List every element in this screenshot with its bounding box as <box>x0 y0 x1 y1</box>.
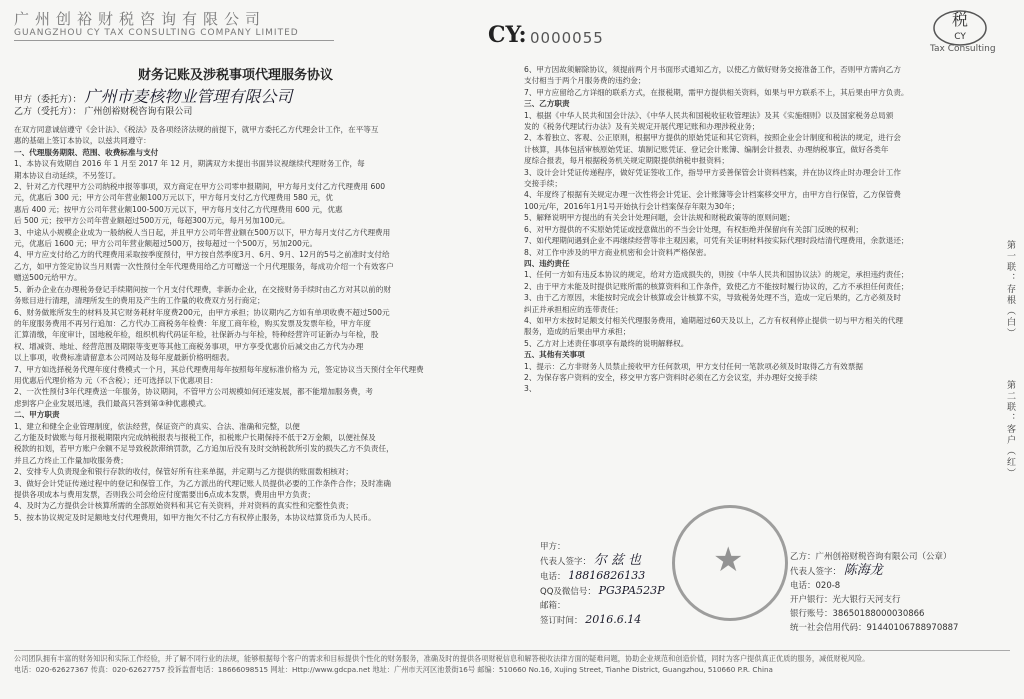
sig-a-label: 甲方： <box>540 542 566 552</box>
right-line: 4、如甲方未按时足额支付相关代理服务费用，逾期超过60天及以上，乙方有权利停止提供一切与甲方相关的代理 <box>524 315 903 325</box>
left-line: 务账目进行清理，清理所发生的费用及产生的工作量的收费双方另行商定； <box>14 296 265 306</box>
left-line: 二、甲方职责 <box>14 410 60 420</box>
company-seal <box>672 505 788 621</box>
sig-a-rep-label: 代表人签字： <box>540 557 592 567</box>
right-line: 3、由于乙方原因，未能按时完成会计核算或会计核算不实，导致税务处理不当，造成一定后果的，乙方必须及时 <box>524 293 901 303</box>
right-line: 7、如代理期间遇到企业不再继续经营等非主观因素，可凭有关证明材料按实际代理时段结清代理费用，余款退还； <box>524 236 909 246</box>
left-line: 汇算清缴，年度审计，国地税年检，组织机构代码证年检，社保新办与年检，特种经营许可证新办与年检，股 <box>14 330 379 340</box>
sig-a-phone-value: 18816826133 <box>568 569 646 582</box>
right-line: 2、为保存客户资料的安全，移交甲方客户资料时必须在乙方会议室，并办理好交接手续 <box>524 372 818 382</box>
right-line: 2、由于甲方未能及时提供记账所需的核算资料和工作条件，致使乙方不能按时履行协议的，乙方不承担任何责任； <box>524 281 909 291</box>
right-line: 4、年度终了根据有关规定办理一次性将会计凭证、会计账簿等会计档案移交甲方，由甲方自行保管，乙方保管费 <box>524 190 901 200</box>
sig-a-email-label: 邮箱： <box>540 601 566 611</box>
sig-a-phone-label: 电话： <box>540 572 566 582</box>
left-line: 赠送500元给甲方。 <box>14 273 82 283</box>
left-line: 元，优惠后 1600 元；甲方公司年营业额超过500万，按每超过一个500万，另加200元。 <box>14 239 318 249</box>
right-line: 2、本着独立、客观、公正原则，根据甲方提供的原始凭证和其它资料，按照企业会计制度和税法的规定，进行会 <box>524 133 901 143</box>
sig-b-label: 乙方：广州创裕财税咨询有限公司（公章） <box>790 552 952 562</box>
party-a-label: 甲方（委托方）： <box>14 95 82 105</box>
header-divider <box>14 40 334 41</box>
logo-cy: CY <box>954 32 966 42</box>
left-line: 用优惠后代理价格为 元（不含税）；还可选择以下优惠项目： <box>14 375 218 385</box>
right-line: 5、解释说明甲方提出的有关会计处理问题，会计法规和财税政策等的原则问题； <box>524 213 795 223</box>
cy-label: CY: <box>488 22 527 48</box>
right-line: 6、对甲方提供的不实原始凭证或授意做出的不当会计处理，有权拒绝并保留向有关部门反映的权利； <box>524 224 863 234</box>
sig-b-phone-label: 电话： <box>790 581 816 591</box>
left-line: 3、中途从小规模企业成为一般纳税人当日起，并且甲方公司年营业额在500万以下，甲方每月支付乙方代理费用 <box>14 227 391 237</box>
left-line: 一、代理服务期限、范围、收费标准与支付 <box>14 147 159 157</box>
right-line: 7、甲方应留给乙方详细的联系方式，在报税期，需甲方提供相关资料，如果与甲方联系不上，其后果由甲方负责。 <box>524 87 909 97</box>
left-line: 惠后 400 元；按甲方公司年营业额100-500万元以下，甲方每月支付乙方代理费用 600 元，优惠 <box>14 204 343 214</box>
right-line: 6、甲方因故须解除协议，须提前两个月书面形式通知乙方，以使乙方做好财务交接准备工作，否则甲方需向乙方 <box>524 65 901 74</box>
tax-consulting-label: Tax Consulting <box>930 44 996 54</box>
left-line: 乙方，如甲方签定协议当月则需一次性预付全年代理费用给乙方可赠送一个月代理服务，每成功介绍一个有效客户 <box>14 261 394 271</box>
sig-a-rep-value: 尔 兹 也 <box>593 553 641 568</box>
party-b-name: 广州创裕财税咨询有限公司 <box>84 107 193 117</box>
left-line: 惠的基础上签订本协议，以兹共同遵守： <box>14 136 151 146</box>
sig-a-date-label: 签订时间： <box>540 616 583 626</box>
left-column <box>14 124 504 523</box>
party-b-line <box>14 106 192 119</box>
sig-b-phone-value: 020-8 <box>815 581 841 591</box>
party-b-signature-block <box>790 550 958 635</box>
right-line: 三、乙方职责 <box>524 99 570 109</box>
right-line: 1、根据《中华人民共和国会计法》、《中华人民共和国税收征收管理法》及其《实施细则》以及国家税务总局颁 <box>524 110 894 120</box>
company-name-en: GUANGZHOU CY TAX CONSULTING COMPANY LIMITED <box>14 28 299 38</box>
left-line: 后 500 元；按甲方公司年营业额超过500万元，每超300万元，每月另加100元。 <box>14 216 290 226</box>
right-line: 交接手续； <box>524 179 562 189</box>
side-label-second: 第二联：客户（红） <box>1005 380 1015 479</box>
left-line: 6、财务做账所发生的材料及其它财务耗材年度费200元，由甲方承担；协议期内乙方如有单项收费不超过500元 <box>14 307 390 317</box>
left-line: 提供各项成本与费用发票，否则我公司会给应付度需要出6点成本发票，费用由甲方负责； <box>14 490 315 499</box>
right-line: 8、对工作中涉及的甲方商业机密和会计资料严格保密。 <box>524 247 712 257</box>
right-line: 3、 <box>524 384 537 394</box>
party-a-signature-block <box>540 540 665 628</box>
left-line: 3、做好会计凭证传递过程中的登记和保管工作，为乙方派出的代理记账人员提供必要的工作条件合作；及时准确 <box>14 478 391 488</box>
sig-b-credit-value: 91440106788970887 <box>866 623 959 633</box>
left-line: 权、增减资、地址、经营范围及期限等变更等其他工商税务事项，甲方享受优惠价后减交由乙方代为办理 <box>14 341 364 351</box>
left-line: 1、本协议有效期自 2016 年 1 月至 2017 年 12 月，期满双方未提出书面异议视继续代理财务工作，每 <box>14 159 365 169</box>
seal-star-icon: ★ <box>713 540 744 580</box>
right-line: 100元/年，2016年1月1号开始执行会计档案保存年限为30年； <box>524 201 740 211</box>
left-line: 以上事项，收费标准请留意本公司网站及每年度最新价格明细表。 <box>14 353 235 363</box>
footer <box>14 650 1010 675</box>
right-line: 发的《税务代理试行办法》及有关规定开展代理记账和办理涉税业务； <box>524 122 760 132</box>
party-a-line <box>14 87 293 107</box>
left-line: 1、建立和健全企业管理制度，依法经营，保证资产的真实、合法、准确和完整，以便 <box>14 421 300 431</box>
left-line: 5、新办企业在办理税务登记手续期间按一个月支付代理费，非新办企业，在交接财务手续时由乙方对其以前的财 <box>14 284 391 294</box>
sig-b-rep-label: 代表人签字： <box>790 567 842 577</box>
right-line: 五、其他有关事项 <box>524 350 585 360</box>
sig-b-account-label: 银行账号： <box>790 609 833 619</box>
right-line: 3、设计会计凭证传递程序，做好凭证签收工作，指导甲方妥善保管会计资料档案，并在协议终止时办理会计工作 <box>524 167 901 177</box>
right-line: 支付相当于两个月服务费的违约金； <box>524 76 646 86</box>
right-line: 1、任何一方如有违反本协议的规定，给对方造成损失的，则按《中华人民共和国协议法》的规定，承担违约责任； <box>524 270 909 280</box>
right-line: 四、违约责任 <box>524 258 570 268</box>
left-line: 乙方能及时做账与每月报税期限内完成纳税报表与报税工作，扣税账户长期保持不低于2万金额，以便社保及 <box>14 432 376 442</box>
sig-b-credit-label: 统一社会信用代码： <box>790 623 867 633</box>
right-line: 5、乙方对上述责任事项享有最终的说明解释权。 <box>524 338 689 348</box>
left-line: 的年度服务费用不再另行追加：乙方代办工商税务年检费：年度工商年检，购买发票及发票年检，甲方年度 <box>14 318 371 328</box>
right-line: 度综合报表，每月根据税务机关规定期限提供纳税申报资料； <box>524 156 730 166</box>
footer-line-2: 电话：020-62627367 传真：020-62627757 投诉监督电话：18666098515 网址：Http://www.gdcpa.net 地址：广州市天河区池景街16号 邮编：510660 No.16, Xujing Street, Tianhe District, Guangzhou, 510660 P.R. China <box>14 665 773 674</box>
party-a-name: 广州市麦核物业管理有限公司 <box>84 87 293 106</box>
side-label-first: 第一联：存根（白） <box>1005 240 1015 339</box>
sig-a-qq-label: QQ及微信号： <box>540 587 596 597</box>
left-line: 2、针对乙方代理甲方公司纳税申报等事项，双方商定在甲方公司零申报期间，甲方每月支付乙方代理费用 600 <box>14 182 386 192</box>
footer-line-1: 公司团队拥有丰富的财务知识和实际工作经验，并了解不同行业的法规，能够根据每个客户的需求和目标提供个性化的财务服务，准确及时的提供各项财税信息和解答税收法律方面的疑难问题，协助企业规范和创造价值，同时为客户提供真正优质的服务，减低财税风险。 <box>14 654 870 663</box>
party-b-label: 乙方（受托方）： <box>14 107 82 117</box>
left-line: 在双方同意诚信遵守《会计法》、《税法》及各项经济法规的前提下，就甲方委托乙方代理会计工作，在平等互 <box>14 125 379 134</box>
company-logo-icon <box>930 6 990 48</box>
logo-glyph: 税 <box>951 10 969 29</box>
right-line: 计核算，具体包括审核原始凭证、填制记账凭证、登记会计账簿、编制会计报表、办理纳税事宜，做好各类年 <box>524 144 889 154</box>
sig-a-date-value: 2016.6.14 <box>585 613 642 626</box>
left-line: 4、甲方应支付给乙方的代理费用采取按季度预付，甲方按自然季度3月、6月、9月、12月的5号之前准时支付给 <box>14 250 390 260</box>
sig-a-qq-value: PG3PA523P <box>598 584 665 597</box>
sig-b-bank: 开户银行：光大银行天河支行 <box>790 595 901 605</box>
left-line: 2、一次性预付3年代理费送一年服务，协议期间，不管甲方公司规模如何还速发展，都不能增加服务费，考 <box>14 387 373 397</box>
left-line: 虑到客户企业发展迅速，我们最高只答到第③种优惠模式。 <box>14 398 211 408</box>
left-line: 4、及时为乙方提供会计核算所需的全部原始资料和其它有关资料，并对资料的真实性和完整性负责； <box>14 501 353 511</box>
left-line: 元，优惠后 300 元；甲方公司年营业额100万元以下，甲方每月支付乙方代理费用 580 元，优 <box>14 193 333 203</box>
company-name-cn: 广州创裕财税咨询有限公司 <box>14 10 267 28</box>
right-line: 纠正并承担相应的连带责任； <box>524 304 623 314</box>
right-line: 1、提示：乙方非财务人员禁止接收甲方任何款项，甲方支付任何一笔款项必须及时取得乙方有效票据 <box>524 361 863 371</box>
left-line: 5、按本协议规定及时足额地支付代理费用，如甲方拖欠不付乙方有权停止服务，本协议结算货币为人民币。 <box>14 512 376 522</box>
sig-b-account-value: 38650188000030866 <box>832 609 925 619</box>
serial-number: 0000055 <box>530 29 604 47</box>
left-line: 税款的扣划，若甲方账户余额不足导致税款滞纳罚款，乙方追加后没有及时交纳税款所引发的损失乙方不负责任， <box>14 444 394 454</box>
document-title: 财务记账及涉税事项代理服务协议 <box>138 68 334 83</box>
left-line: 7、甲方如选择税务代理年度付费模式一个月，其总代理费用每年按照每年度标准价格为 元，签定协议当天预付全年代理费 <box>14 364 424 374</box>
right-line: 服务，造成的后果由甲方承担； <box>524 327 631 337</box>
sig-b-rep-value: 陈海龙 <box>843 563 883 578</box>
left-line: 期本协议自动延续，不另签订。 <box>14 170 121 180</box>
left-line: 并且乙方终止工作量加收服务费； <box>14 455 128 465</box>
left-line: 2、安排专人负责现金和银行存款的收付，保管好所有往来单据，并定期与乙方提供的账面数相核对； <box>14 467 353 477</box>
right-column <box>524 64 998 395</box>
